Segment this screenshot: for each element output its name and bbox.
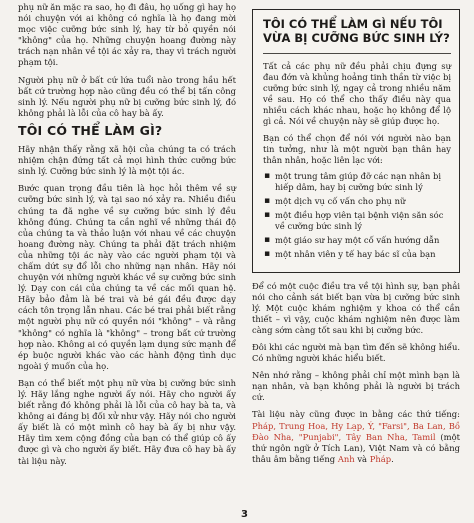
checkbox-bullet-icon: ▪	[264, 170, 271, 181]
list-item: ▪ một dịch vụ cố vấn cho phụ nữ	[264, 196, 406, 207]
help-box-divider	[263, 53, 451, 54]
help-box	[252, 9, 460, 273]
checkbox-bullet-icon: ▪	[264, 196, 271, 207]
contact-list	[263, 171, 451, 261]
paragraph-not-understand: Đôi khi các người mà bạn tìm đến sẽ không hiểu. Có những người khác hiểu biết.	[252, 341, 460, 364]
paragraph-you-may-know: Bạn có thể biết một phụ nữ vừa bị cưỡng bức sinh lý. Hãy lắng nghe người ấy nói. Hãy cho người ấy biết rằng đó không phải là lỗi của cô hay bà ta, và không ai đáng bị đối xử như vậy. Hãy nói cho người ấy biết là có một mình cô hay bà ấy bị như vậy. Hãy tìm xem cộng đồng của bạn có thể giúp cô ấy được gì và cho người ấy biết. Hãy đưa cô hay bà ấy tài liệu này.	[18, 377, 236, 466]
list-item: ▪ một nhân viên y tế hay bác sĩ của bạn	[264, 249, 436, 260]
list-item: ▪ một trung tâm giúp đỡ các nạn nhân bị hiếp dâm, hay bị cưỡng bức sinh lý	[264, 170, 442, 192]
paragraph-myths-tail: phụ nữ ăn mặc ra sao, họ đi đâu, họ uống gì hay họ nói chuyện với ai không có nghĩa là họ đang mời mọc việc cưỡng bức sinh lý, hay từ bỏ quyền nói "không" của họ. Những chuyện hoang đường này trách nạn nhân về tội ác xảy ra, thay vì trách người phạm tội.	[18, 2, 236, 68]
paragraph-languages: Tài liệu này cũng được in bằng các thứ tiếng: Pháp, Trung Hoa, Hy Lạp, Ý, "Farsi", Ba Lan, Bồ Đào Nha, "Punjabi", Tây Ban Nha, Tamil (một thứ ngôn ngữ ở Tích Lan), Việt Nam và có bằng thâu âm bằng tiếng Anh và Pháp.	[252, 409, 460, 464]
list-item: ▪ một giáo sư hay một cố vấn hướng dẫn	[264, 235, 440, 246]
paragraph-not-alone: Nên nhớ rằng – không phải chỉ một mình bạn là nạn nhân, và bạn không phải là người bị trách cứ.	[252, 370, 460, 403]
page-number: 3	[241, 509, 248, 520]
help-box-title: TÔI CÓ THỂ LÀM GÌ NẾU TÔI VỪA BỊ CƯỠNG BỨC SINH LÝ?	[263, 17, 450, 45]
help-box-paragraph-pain: Tất cả các phụ nữ đều phải chịu đựng sự đau đớn và khủng hoảng tinh thần từ việc bị cưỡng bức sinh lý, ngay cả trong nhiều năm về sau. Họ có thể cho thấy điều này qua nhiều cách khác nhau, hoặc họ không để lộ gì cả. Nói về chuyện này sẽ giúp được họ.	[263, 61, 452, 127]
language-french-link[interactable]: Pháp	[369, 453, 392, 464]
checkbox-bullet-icon: ▪	[264, 235, 271, 246]
language-english-link[interactable]: Anh	[337, 453, 355, 464]
heading-what-can-i-do: TÔI CÓ THỂ LÀM GÌ?	[18, 122, 163, 138]
paragraph-any-woman: Người phụ nữ ở bất cứ lứa tuổi nào trong hầu hết bất cứ trường hợp nào cũng đều có thể bị tấn công sinh lý. Nếu người phụ nữ bị cưỡng bức sinh lý, đó không phải là lỗi của cô hay bà ấy.	[18, 74, 236, 118]
help-box-paragraph-contact: Bạn có thể chọn để nói với người nào bạn tin tưởng, như là một người bạn thân hay thân nhân, hoặc liên lạc với:	[263, 132, 451, 165]
list-item: ▪ một điều hợp viên tại bệnh viện săn sóc về cưỡng bức sinh lý	[264, 210, 444, 232]
paragraph-first-step: Bước quan trọng đầu tiên là học hỏi thêm về sự cưỡng bức sinh lý, và tại sao nó xảy ra. Nhiều điều chúng ta đã nghe về sự cưỡng bức sinh lý đều không đúng. Chúng ta cần nghĩ về những thái độ của chúng ta và thảo luận với nhau về các chuyện hoang đường này. Chúng ta phải đặt trách nhiệm của những tội ác này vào các người phạm tội và chấm dứt sự đổ lỗi cho những nạn nhân. Hãy nói chuyện với những người khác về sự cưỡng bức sinh lý. Dạy con cái của chúng ta về các mối quan hệ. Hãy bảo đảm là bé trai và bé gái đều được dạy cách tôn trọng lẫn nhau. Các bé trai phải biết rằng một người phụ nữ có quyền nói "không" – và rằng "không" có nghĩa là "không" – trong bất cứ trường hợp nào. Không ai có quyền lạm dụng sức mạnh để ép buộc người khác vào các hành động tình dục ngoài ý muốn của họ.	[18, 183, 236, 371]
right-column	[252, 0, 460, 471]
language-list-link[interactable]: Pháp, Trung Hoa, Hy Lạp, Ý, "Farsi", Ba Lan, Bồ Đào Nha, "Punjabi", Tây Ban Nha, Tamil	[252, 420, 460, 442]
left-column	[18, 0, 236, 473]
checkbox-bullet-icon: ▪	[264, 210, 271, 221]
checkbox-bullet-icon: ▪	[264, 249, 271, 260]
paragraph-police-investigation: Để có một cuộc điều tra về tội hình sự, bạn phải nói cho cảnh sát biết bạn vừa bị cưỡng bức sinh lý. Một cuộc khám nghiệm y khoa có thể cần thiết – vì vậy, cuộc khám nghiệm nên được làm càng sớm càng tốt sau khi bị cưỡng bức.	[252, 280, 460, 335]
paragraph-society-responsibility: Hãy nhận thấy rằng xã hội của chúng ta có trách nhiệm chận đứng tất cả mọi hình thức cưỡng bức sinh lý. Cưỡng bức sinh lý là một tội ác.	[18, 144, 236, 177]
